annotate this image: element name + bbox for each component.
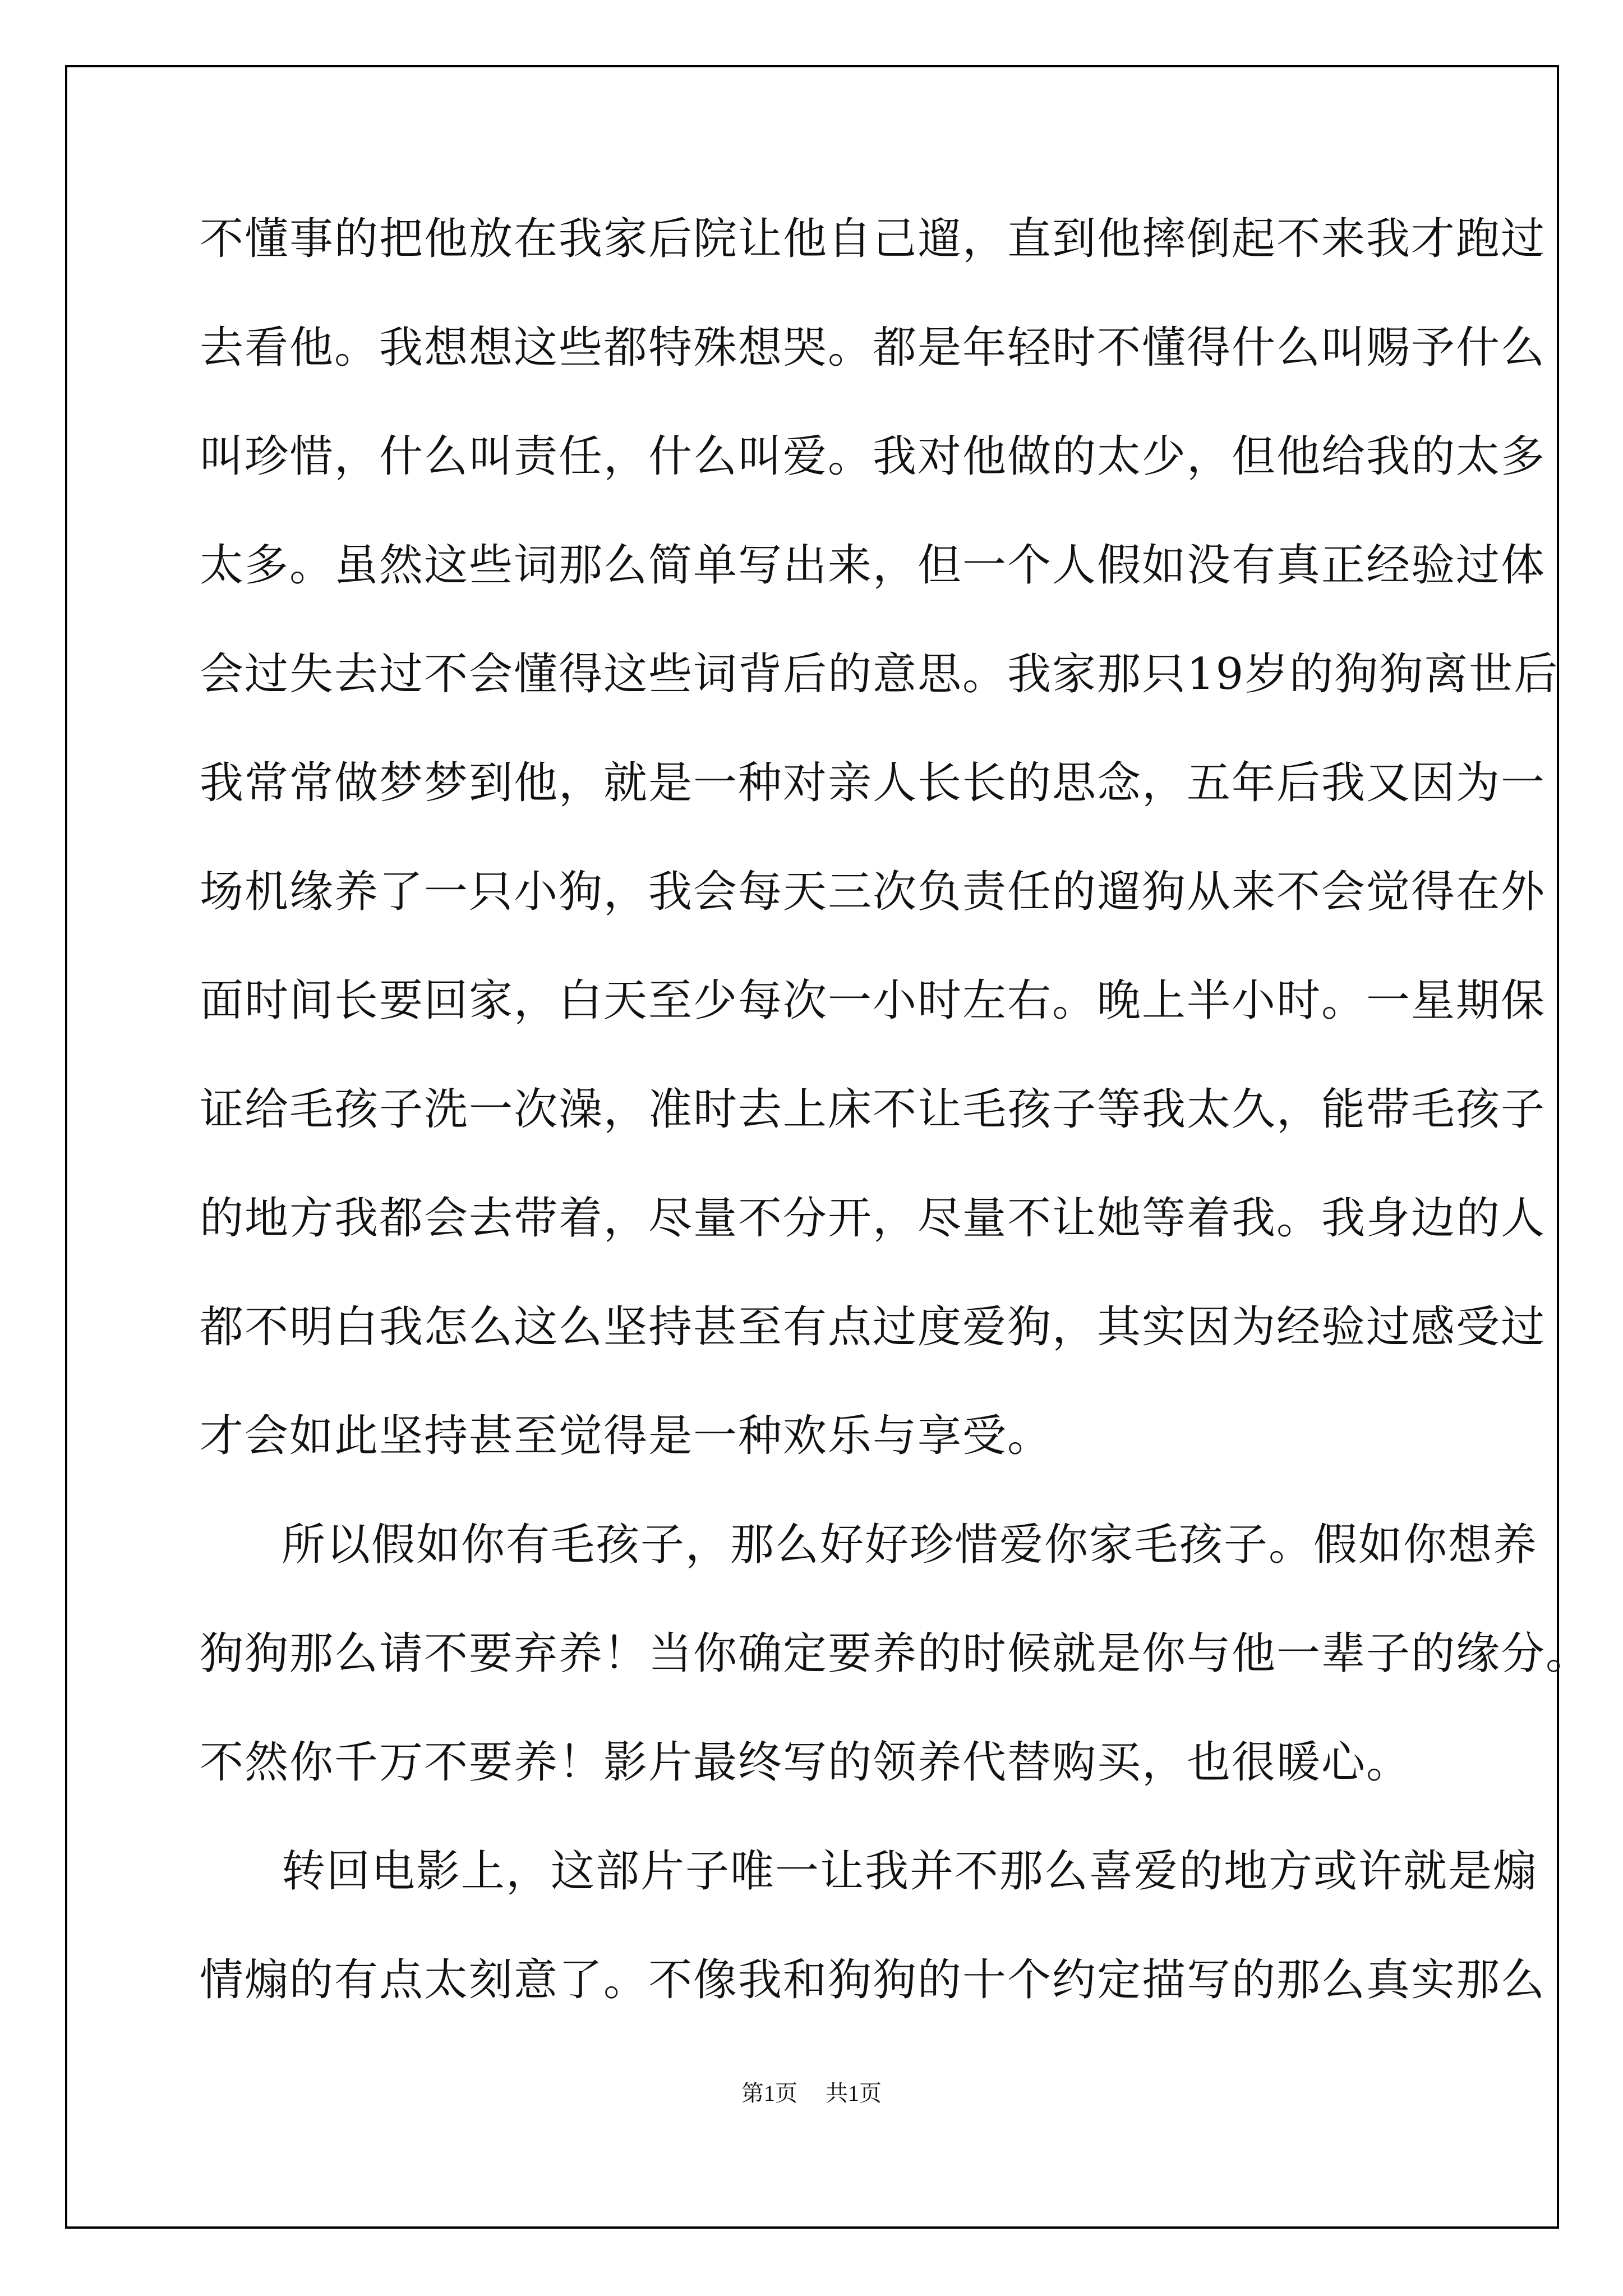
document-body xyxy=(200,208,1591,2058)
text-line-2: 去看他。我想想这些都特殊想哭。都是年轻时不懂得什么叫赐予什么 xyxy=(200,323,1546,373)
text-line-1: 不懂事的把他放在我家后院让他自己遛，直到他摔倒起不来我才跑过 xyxy=(200,214,1546,264)
text-line-13: 所以假如你有毛孩子，那么好好珍惜爱你家毛孩子。假如你想养 xyxy=(282,1520,1538,1570)
text-line-3: 叫珍惜，什么叫责任，什么叫爱。我对他做的太少，但他给我的太多 xyxy=(200,431,1546,482)
text-line-9: 证给毛孩子洗一次澡，准时去上床不让毛孩子等我太久，能带毛孩子 xyxy=(200,1084,1546,1135)
text-line-12: 才会如此坚持甚至觉得是一种欢乐与享受。 xyxy=(200,1411,1053,1461)
text-line-7: 场机缘养了一只小狗，我会每天三次负责任的遛狗从来不会觉得在外 xyxy=(200,867,1546,917)
text-line-8: 面时间长要回家，白天至少每次一小时左右。晚上半小时。一星期保 xyxy=(200,976,1546,1026)
page-number: 第1页 xyxy=(741,2081,797,2106)
text-line-17: 情煽的有点太刻意了。不像我和狗狗的十个约定描写的那么真实那么 xyxy=(200,1955,1546,2005)
text-line-16: 转回电影上，这部片子唯一让我并不那么喜爱的地方或许就是煽 xyxy=(282,1846,1538,1897)
text-line-11: 都不明白我怎么这么坚持甚至有点过度爱狗，其实因为经验过感受过 xyxy=(200,1302,1546,1352)
text-line-15: 不然你千万不要养！影片最终写的领养代替购买，也很暖心。 xyxy=(200,1737,1412,1788)
page-footer xyxy=(0,2076,1623,2108)
text-line-4: 太多。虽然这些词那么简单写出来，但一个人假如没有真正经验过体 xyxy=(200,540,1546,591)
text-line-10: 的地方我都会去带着，尽量不分开，尽量不让她等着我。我身边的人 xyxy=(200,1193,1546,1244)
text-line-5: 会过失去过不会懂得这些词背后的意思。我家那只19岁的狗狗离世后 xyxy=(200,649,1559,700)
page-total: 共1页 xyxy=(826,2081,882,2106)
text-line-14: 狗狗那么请不要弃养！当你确定要养的时候就是你与他一辈子的缘分。 xyxy=(200,1628,1591,1679)
text-line-6: 我常常做梦梦到他，就是一种对亲人长长的思念，五年后我又因为一 xyxy=(200,758,1546,808)
